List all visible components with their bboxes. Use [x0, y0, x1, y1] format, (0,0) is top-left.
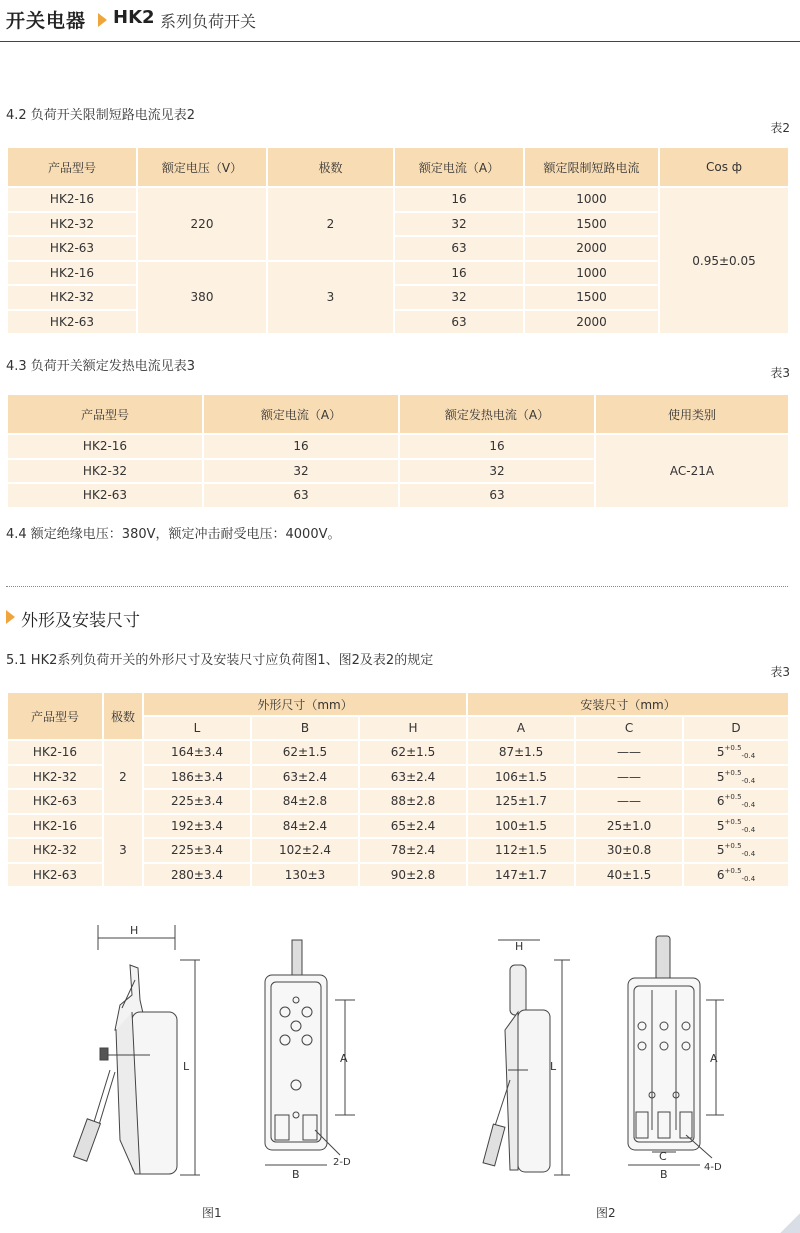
cell-D: $6^{+0.5}_{-0.4}$: [683, 863, 789, 888]
col-header-model: 产品型号: [7, 692, 103, 740]
section-4-3-title: 4.3 负荷开关额定发热电流见表3: [6, 359, 196, 374]
section-triangle-icon: [6, 610, 15, 624]
header-triangle-icon: [98, 13, 107, 27]
col-header-H: H: [359, 716, 467, 740]
cell-current: 63: [394, 236, 524, 261]
col-header: 极数: [267, 147, 394, 187]
col-header-outline: 外形尺寸（mm）: [143, 692, 467, 716]
cell-B: 62±1.5: [251, 740, 359, 765]
cell-limit: 1500: [524, 212, 659, 237]
table-heat-current: [6, 393, 790, 509]
figure1-side-view: [60, 920, 220, 1190]
cell-heat: 16: [399, 434, 595, 459]
table-3b-label: 表3: [770, 665, 790, 679]
col-header: 产品型号: [7, 147, 137, 187]
cell-L: 225±3.4: [143, 838, 251, 863]
cell-B: 84±2.4: [251, 814, 359, 839]
cell-D: $5^{+0.5}_{-0.4}$: [683, 814, 789, 839]
cell-L: 280±3.4: [143, 863, 251, 888]
cell-H: 78±2.4: [359, 838, 467, 863]
cell-C: 30±0.8: [575, 838, 683, 863]
cell-model: HK2-16: [7, 814, 103, 839]
cell-model: HK2-16: [7, 434, 203, 459]
page-header: [0, 0, 800, 42]
cell-A: 100±1.5: [467, 814, 575, 839]
cell-A: 147±1.7: [467, 863, 575, 888]
model-title: HK2: [113, 7, 155, 28]
col-header: 额定电流（A）: [394, 147, 524, 187]
dim-L-label-2: L: [550, 1060, 557, 1073]
cell-current: 32: [203, 459, 399, 484]
table-row: [7, 814, 789, 839]
cell-B: 84±2.8: [251, 789, 359, 814]
cell-L: 164±3.4: [143, 740, 251, 765]
cell-cos: 0.95±0.05: [659, 187, 789, 334]
col-header: 额定电流（A）: [203, 394, 399, 434]
cell-D: $6^{+0.5}_{-0.4}$: [683, 789, 789, 814]
cell-current: 32: [394, 212, 524, 237]
col-header-D: D: [683, 716, 789, 740]
cell-model: HK2-32: [7, 285, 137, 310]
cell-H: 88±2.8: [359, 789, 467, 814]
figure2-front-view: [618, 920, 738, 1190]
cell-model: HK2-16: [7, 261, 137, 286]
cell-model: HK2-63: [7, 236, 137, 261]
col-header-L: L: [143, 716, 251, 740]
cell-model: HK2-16: [7, 187, 137, 212]
cell-voltage: 220: [137, 187, 267, 261]
cell-limit: 1000: [524, 261, 659, 286]
cell-C: 40±1.5: [575, 863, 683, 888]
col-header-poles: 极数: [103, 692, 143, 740]
cell-heat: 32: [399, 459, 595, 484]
col-header-install: 安装尺寸（mm）: [467, 692, 789, 716]
cell-model: HK2-32: [7, 212, 137, 237]
table-row: [7, 187, 789, 212]
cell-H: 63±2.4: [359, 765, 467, 790]
table-header-row: [7, 394, 789, 434]
section-4-4-text: 4.4 额定绝缘电压：380V，额定冲击耐受电压：4000V。: [6, 527, 341, 542]
figure2-side-view: [480, 920, 580, 1190]
table-header-row: [7, 692, 789, 716]
figure1-front-view: [255, 920, 365, 1190]
col-header-C: C: [575, 716, 683, 740]
section-heading-title: 外形及安装尺寸: [21, 611, 140, 631]
cell-H: 90±2.8: [359, 863, 467, 888]
cell-A: 125±1.7: [467, 789, 575, 814]
cell-model: HK2-32: [7, 459, 203, 484]
cell-D: $5^{+0.5}_{-0.4}$: [683, 838, 789, 863]
brand-title: 开关电器: [6, 10, 87, 32]
figure1-caption: 图1: [202, 1206, 222, 1220]
dim-C-label: C: [659, 1150, 667, 1163]
page-corner-decoration: [780, 1213, 800, 1233]
dim-B-label: B: [292, 1168, 300, 1181]
table-short-circuit: [6, 146, 790, 335]
dim-A-label-2: A: [710, 1052, 718, 1065]
dim-H-label-2: H: [515, 940, 524, 953]
cell-D: $5^{+0.5}_{-0.4}$: [683, 740, 789, 765]
cell-current: 63: [203, 483, 399, 508]
section-5-1-title: 5.1 HK2系列负荷开关的外形尺寸及安装尺寸应负荷图1、图2及表2的规定: [6, 653, 434, 668]
dim-2D-label: 2-D: [333, 1157, 351, 1168]
cell-C: ——: [575, 740, 683, 765]
cell-heat: 63: [399, 483, 595, 508]
cell-C: ——: [575, 765, 683, 790]
cell-B: 130±3: [251, 863, 359, 888]
figure2-caption: 图2: [596, 1206, 616, 1220]
cell-D: $5^{+0.5}_{-0.4}$: [683, 765, 789, 790]
table-dimensions: [6, 691, 790, 888]
col-header: 产品型号: [7, 394, 203, 434]
dim-B-label-2: B: [660, 1168, 668, 1181]
cell-current: 32: [394, 285, 524, 310]
cell-category: AC-21A: [595, 434, 789, 508]
cell-limit: 1500: [524, 285, 659, 310]
col-header: 额定发热电流（A）: [399, 394, 595, 434]
cell-limit: 1000: [524, 187, 659, 212]
table-3-label: 表3: [770, 366, 790, 380]
cell-poles: 2: [103, 740, 143, 814]
header-subtitle: 系列负荷开关: [160, 12, 257, 31]
col-header: 额定限制短路电流: [524, 147, 659, 187]
table-header-row: [7, 147, 789, 187]
cell-L: 225±3.4: [143, 789, 251, 814]
cell-current: 16: [203, 434, 399, 459]
cell-L: 192±3.4: [143, 814, 251, 839]
cell-model: HK2-63: [7, 789, 103, 814]
dim-H-label: H: [130, 924, 139, 937]
cell-model: HK2-63: [7, 863, 103, 888]
cell-C: ——: [575, 789, 683, 814]
cell-B: 63±2.4: [251, 765, 359, 790]
col-header: 额定电压（V）: [137, 147, 267, 187]
table-row: [7, 434, 789, 459]
cell-C: 25±1.0: [575, 814, 683, 839]
cell-A: 112±1.5: [467, 838, 575, 863]
col-header: Cos ф: [659, 147, 789, 187]
cell-H: 65±2.4: [359, 814, 467, 839]
dim-4D-label: 4-D: [704, 1162, 722, 1173]
cell-model: HK2-32: [7, 838, 103, 863]
cell-model: HK2-63: [7, 310, 137, 335]
cell-voltage: 380: [137, 261, 267, 335]
cell-poles: 3: [267, 261, 394, 335]
cell-B: 102±2.4: [251, 838, 359, 863]
cell-model: HK2-16: [7, 740, 103, 765]
dotted-divider: [6, 586, 788, 587]
cell-model: HK2-32: [7, 765, 103, 790]
cell-poles: 3: [103, 814, 143, 888]
section-4-2-title: 4.2 负荷开关限制短路电流见表2: [6, 108, 196, 123]
dim-A-label: A: [340, 1052, 348, 1065]
cell-limit: 2000: [524, 310, 659, 335]
cell-current: 63: [394, 310, 524, 335]
col-header-B: B: [251, 716, 359, 740]
cell-H: 62±1.5: [359, 740, 467, 765]
dim-L-label: L: [183, 1060, 190, 1073]
cell-poles: 2: [267, 187, 394, 261]
table-row: [7, 740, 789, 765]
cell-current: 16: [394, 187, 524, 212]
cell-limit: 2000: [524, 236, 659, 261]
cell-A: 87±1.5: [467, 740, 575, 765]
col-header: 使用类别: [595, 394, 789, 434]
col-header-A: A: [467, 716, 575, 740]
cell-current: 16: [394, 261, 524, 286]
cell-L: 186±3.4: [143, 765, 251, 790]
table-2-label: 表2: [770, 121, 790, 135]
cell-model: HK2-63: [7, 483, 203, 508]
cell-A: 106±1.5: [467, 765, 575, 790]
